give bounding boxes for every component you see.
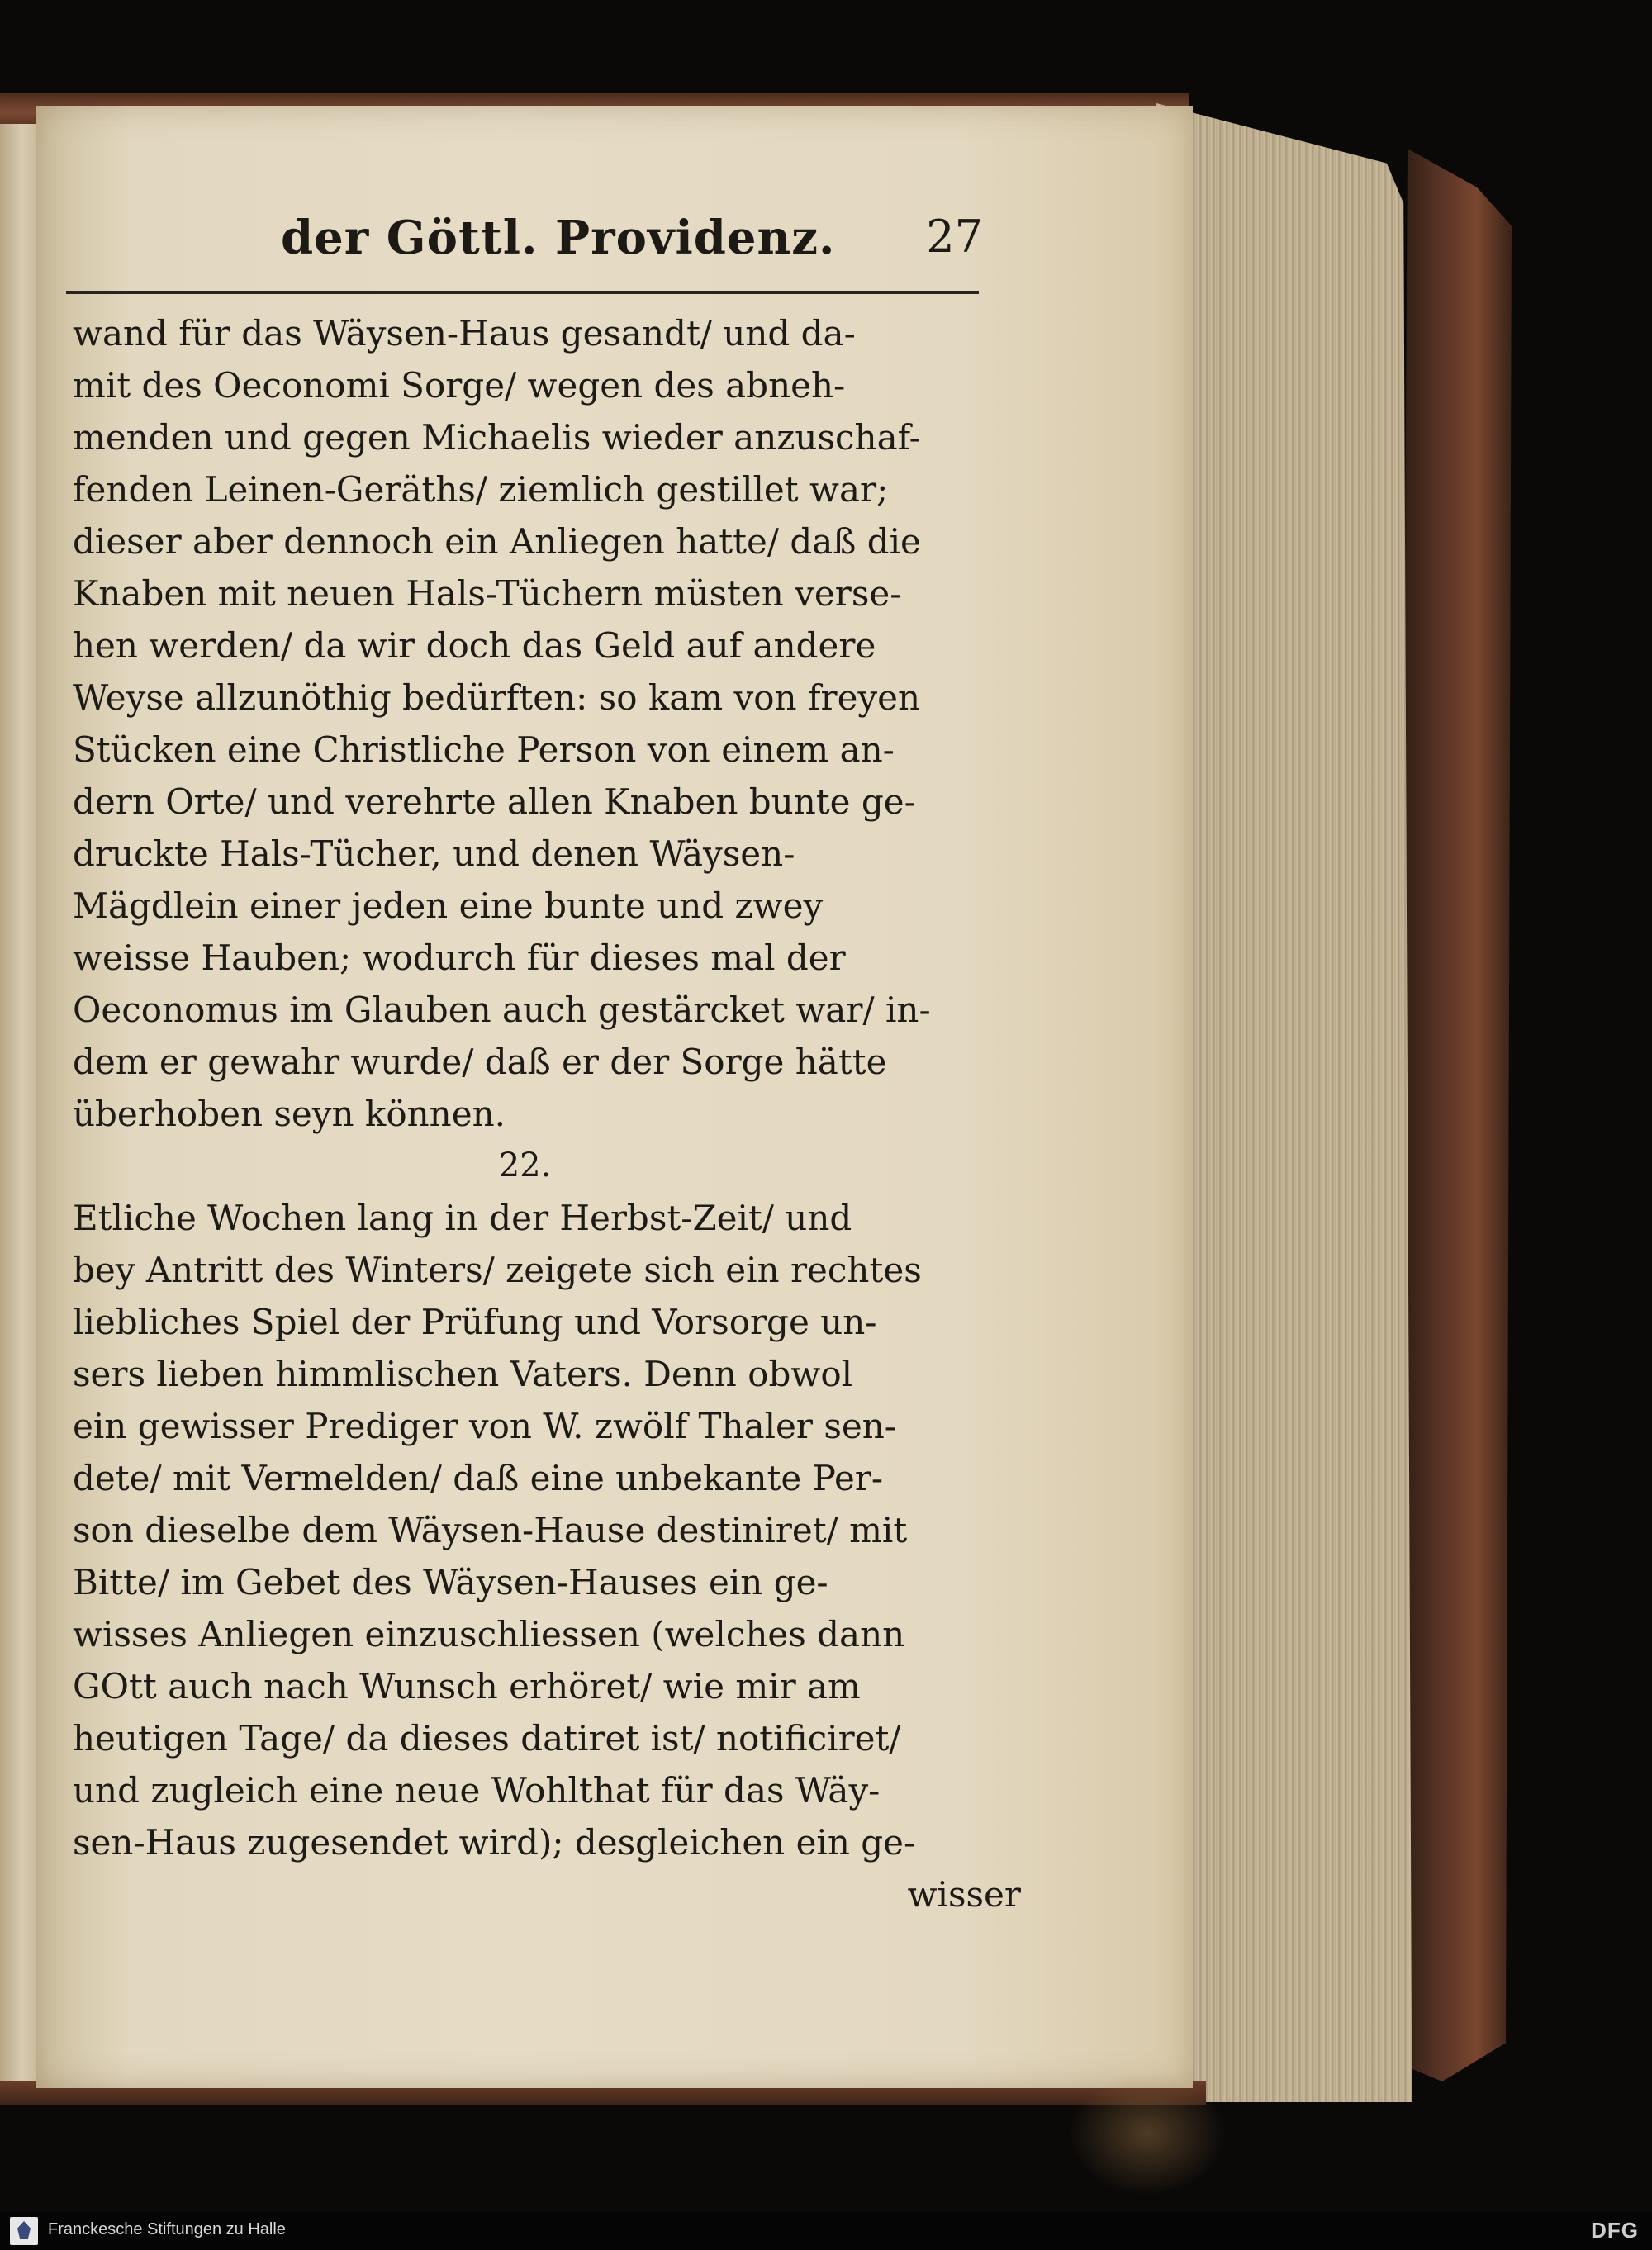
text-line: sers lieben himmlischen Vaters. Denn obwol — [73, 1354, 853, 1394]
text-line: liebliches Spiel der Prüfung und Vorsorge un- — [73, 1302, 877, 1342]
text-line: dieser aber dennoch ein Anliegen hatte/ daß die — [73, 521, 921, 562]
text-line: sen-Haus zugesendet wird); desgleichen ein ge- — [73, 1822, 916, 1863]
text-line: überhoben seyn können. — [73, 1094, 506, 1134]
text-line: heutigen Tage/ da dieses datiret ist/ notificiret/ — [73, 1718, 901, 1759]
text-line: dete/ mit Vermelden/ daß eine unbekante Per- — [73, 1458, 884, 1498]
text-line: Etliche Wochen lang in der Herbst-Zeit/ und — [73, 1198, 852, 1238]
text-line: dem er gewahr wurde/ daß er der Sorge hätte — [73, 1042, 887, 1082]
left-facing-page — [0, 124, 38, 2081]
head-rule — [66, 291, 979, 294]
catchword: wisser — [907, 1874, 1021, 1915]
page-block-edges — [1156, 103, 1437, 2102]
text-line: wisses Anliegen einzuschliessen (welches dann — [73, 1614, 905, 1654]
dfg-logo: DFG — [1591, 2218, 1639, 2243]
text-line: ein gewisser Prediger von W. zwölf Thaler sen- — [73, 1406, 896, 1446]
text-line: Weyse allzunöthig bedürften: so kam von freyen — [73, 677, 921, 718]
institution-name: Franckesche Stiftungen zu Halle — [48, 2220, 286, 2238]
text-line: Knaben mit neuen Hals-Tüchern müsten verse- — [73, 573, 902, 614]
text-line: Oeconomus im Glauben auch gestärcket war/ in- — [73, 990, 931, 1030]
text-line: hen werden/ da wir doch das Geld auf andere — [73, 625, 876, 666]
text-line: und zugleich eine neue Wohlthat für das Wäy- — [73, 1770, 881, 1811]
text-line: fenden Leinen-Geräths/ ziemlich gestillet war; — [73, 469, 889, 510]
running-head-title: der Göttl. Providenz. — [281, 211, 836, 265]
text-line: Stücken eine Christliche Person von einem an- — [73, 729, 895, 770]
page-stain — [1069, 2072, 1226, 2195]
text-line: Mägdlein einer jeden eine bunte und zwey — [73, 885, 824, 926]
text-line: GOtt auch nach Wunsch erhöret/ wie mir am — [73, 1666, 861, 1706]
text-line: druckte Hals-Tücher, und denen Wäysen- — [73, 833, 795, 874]
viewer-footer-bar — [0, 2212, 1652, 2250]
text-line: son dieselbe dem Wäysen-Hause destiniret/ mit — [73, 1510, 908, 1550]
text-line: Bitte/ im Gebet des Wäysen-Hauses ein ge- — [73, 1562, 828, 1602]
book-cover-fore-edge — [1396, 149, 1512, 2081]
text-line: weisse Hauben; wodurch für dieses mal der — [73, 938, 846, 978]
text-line: wand für das Wäysen-Haus gesandt/ und da- — [73, 313, 856, 354]
text-line: menden und gegen Michaelis wieder anzuschaf- — [73, 417, 921, 458]
page-number: 27 — [926, 211, 983, 263]
text-line: mit des Oeconomi Sorge/ wegen des abneh- — [73, 365, 846, 406]
text-line: bey Antritt des Winters/ zeigete sich ein rechtes — [73, 1250, 922, 1290]
page-text — [73, 307, 1021, 1920]
institution-logo-icon — [10, 2217, 38, 2245]
text-line: dern Orte/ und verehrte allen Knaben bunte ge- — [73, 781, 916, 822]
section-number: 22. — [498, 1146, 552, 1184]
running-head — [281, 211, 983, 277]
